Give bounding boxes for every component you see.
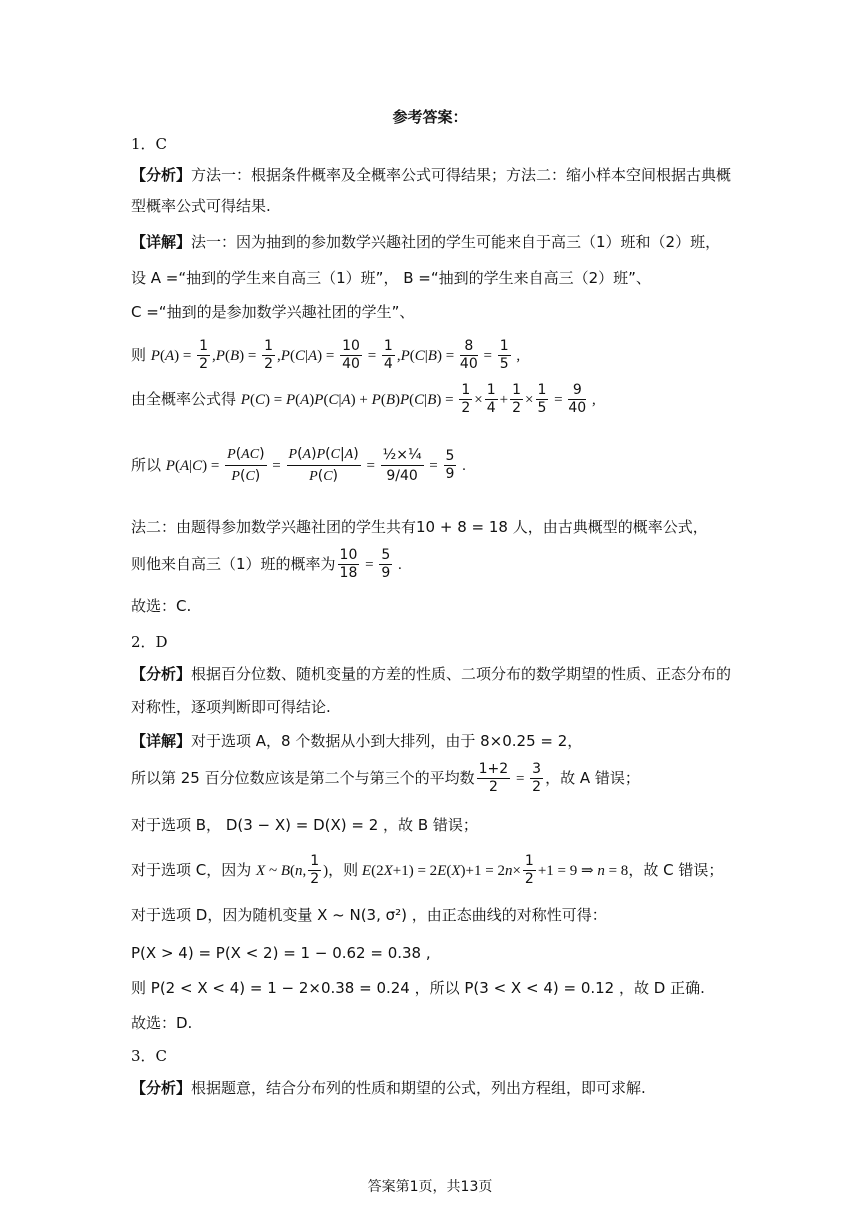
q1-analysis-cont: 型概率公式可得结果. [131,197,271,215]
q1-detail [131,232,720,252]
q1-analysis [131,165,731,185]
q2-detail-4: 对于选项 C，因为 X ~ B(n, $\frac{1}{2}$ )，则 E(2X+1) = 2E(X)+1 = 2n× $\frac{1}{2}$ +1 = 9 ⇒ n = 8，故 C 错误； [131,853,724,887]
page-title: 参考答案： [392,108,468,126]
analysis-tag: 【分析】 [131,665,192,683]
analysis-text: 根据题意，结合分布列的性质和期望的公式，列出方程组，即可求解. [191,1079,646,1097]
page-footer: 答案第1页，共13页 [367,1179,493,1195]
q3-analysis [131,1078,646,1098]
q1-number: 1．C [131,135,168,153]
q2-number: 2．D [131,633,168,651]
q1-detail-3: C =“抽到的是参加数学兴趣社团的学生”、 [131,303,415,321]
detail-text: 法一：因为抽到的参加数学兴趣社团的学生可能来自于高三（1）班和（2）班， [191,233,721,251]
q1-formula-total: 由全概率公式得 P(C) = P(A)P(C|A) + P(B)P(C|B) = $\frac{1}{2}$ × $\frac{1}{4}$ + $\frac{1}{2}$ × $\frac{1}{5}$ = $\frac{9}{40}$ , [131,382,596,416]
q1-formula-probs: 则 P(A) = $\frac{1}{2}$ ,P(B) = $\frac{1}{2}$ ,P(C|A) = $\frac{10}{40}$ = $\frac{1}{4}$ ,P(C|B) = $\frac{8}{40}$ = $\frac{1}{5}$ , [131,338,521,372]
q2-detail-2: 所以第 25 百分位数应该是第二个与第三个的平均数 $\frac{1+2}{2}$ = $\frac{3}{2}$ ，故 A 错误； [131,761,640,795]
q1-method2-result: 则他来自高三（1）班的概率为 $\frac{10}{18}$ = $\frac{5}{9}$ . [131,547,402,581]
q3-number: 3．C [131,1047,168,1065]
q2-detail-7: 则 P(2 < X < 4) = 1 − 2×0.38 = 0.24 ，所以 P(3 < X < 4) = 0.12 ，故 D 正确. [131,979,705,997]
detail-tag: 【详解】 [131,732,192,750]
analysis-text: 方法一：根据条件概率及全概率公式可得结果；方法二：缩小样本空间根据古典概 [191,166,732,184]
detail-text: 对于选项 A，8 个数据从小到大排列，由于 8×0.25 = 2， [191,732,583,750]
analysis-tag: 【分析】 [131,166,192,184]
q1-formula-bayes: 所以 P(A|C) = $\frac{P(AC)}{P(C)}$ = $\frac{P(A)P(C|A)}{P(C)}$ = $\frac{\text{½×¼}}{9/40}$ = $\frac{5}{9}$ . [131,446,466,484]
q1-method2: 法二：由题得参加数学兴趣社团的学生共有10 + 8 = 18 人，由古典概型的概率公式， [131,518,708,536]
q2-analysis [131,664,731,684]
analysis-tag: 【分析】 [131,1079,192,1097]
q2-answer: 故选：D. [131,1014,193,1032]
analysis-text: 根据百分位数、随机变量的方差的性质、二项分布的数学期望的性质、正态分布的 [191,665,732,683]
q1-detail-2: 设 A =“抽到的学生来自高三（1）班”， B =“抽到的学生来自高三（2）班”、 [131,269,651,287]
q2-analysis-cont: 对称性，逐项判断即可得结论. [131,698,331,716]
q2-detail-3: 对于选项 B， D(3 − X) = D(X) = 2 ，故 B 错误； [131,816,478,834]
q2-detail-5: 对于选项 D，因为随机变量 X ~ N(3, σ²) ，由正态曲线的对称性可得： [131,906,607,924]
detail-tag: 【详解】 [131,233,192,251]
q2-detail [131,731,582,751]
q1-answer: 故选：C. [131,597,192,615]
q2-detail-6: P(X > 4) = P(X < 2) = 1 − 0.62 = 0.38 , [131,944,431,962]
